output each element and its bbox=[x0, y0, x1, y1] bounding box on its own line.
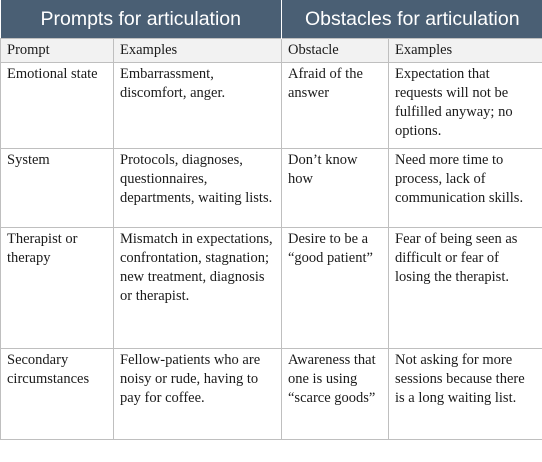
prompt-examples-cell: Embarrassment, discomfort, anger. bbox=[114, 63, 282, 149]
prompts-group-header: Prompts for articulation bbox=[1, 0, 282, 39]
obstacle-examples-cell: Expectation that requests will not be fulfilled anyway; no options. bbox=[389, 63, 542, 149]
obstacle-cell: Don’t know how bbox=[282, 149, 389, 228]
group-header-row bbox=[1, 0, 542, 39]
table-row bbox=[1, 228, 542, 349]
obstacle-cell: Desire to be a “good patient” bbox=[282, 228, 389, 349]
obstacle-cell: Afraid of the answer bbox=[282, 63, 389, 149]
prompt-examples-cell: Fellow-patients who are noisy or rude, having to pay for coffee. bbox=[114, 349, 282, 440]
obstacle-cell: Awareness that one is using “scarce goods” bbox=[282, 349, 389, 440]
column-header-obstacle-examples: Examples bbox=[389, 39, 542, 63]
prompt-cell: Secondary circumstances bbox=[1, 349, 114, 440]
table-row bbox=[1, 349, 542, 440]
obstacle-examples-cell: Need more time to process, lack of communication skills. bbox=[389, 149, 542, 228]
table-row bbox=[1, 149, 542, 228]
prompt-examples-cell: Mismatch in expectations, confrontation, stagnation; new treatment, diagnosis or therapist. bbox=[114, 228, 282, 349]
prompt-cell: Therapist or therapy bbox=[1, 228, 114, 349]
column-header-prompt: Prompt bbox=[1, 39, 114, 63]
obstacle-examples-cell: Fear of being seen as difficult or fear of losing the therapist. bbox=[389, 228, 542, 349]
obstacles-group-header: Obstacles for articulation bbox=[282, 0, 542, 39]
prompt-cell: System bbox=[1, 149, 114, 228]
column-header-obstacle: Obstacle bbox=[282, 39, 389, 63]
column-header-prompt-examples: Examples bbox=[114, 39, 282, 63]
column-header-row bbox=[1, 39, 542, 63]
table-row bbox=[1, 63, 542, 149]
prompt-examples-cell: Protocols, diagnoses, questionnaires, departments, waiting lists. bbox=[114, 149, 282, 228]
prompt-cell: Emotional state bbox=[1, 63, 114, 149]
obstacle-examples-cell: Not asking for more sessions because there is a long waiting list. bbox=[389, 349, 542, 440]
